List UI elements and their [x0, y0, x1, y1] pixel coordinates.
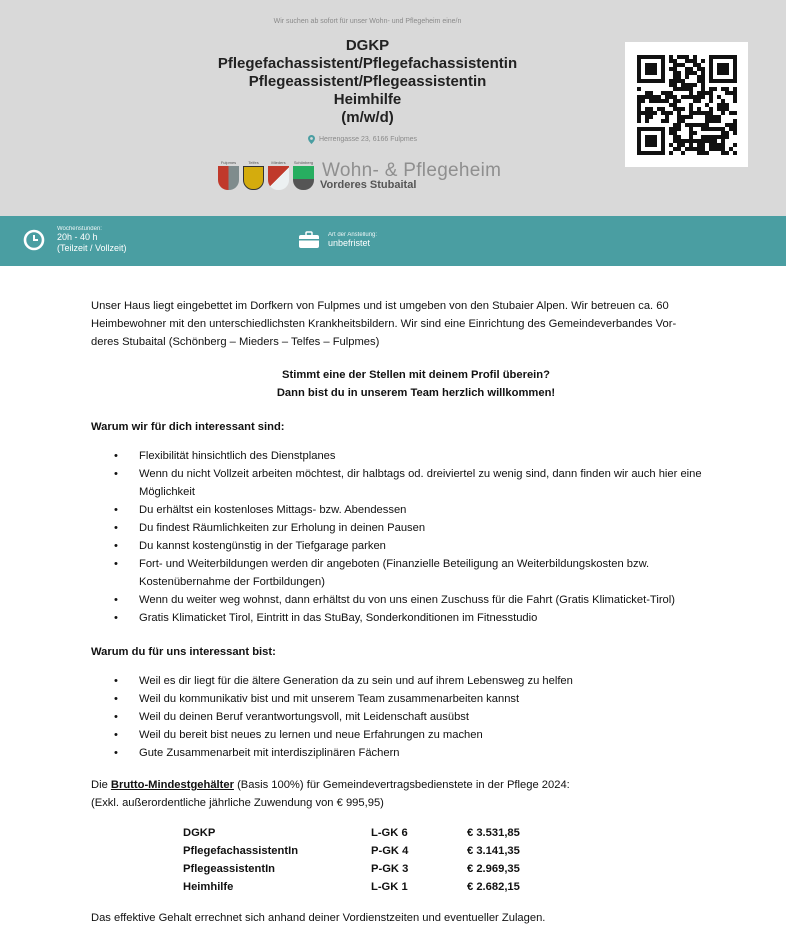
intro-paragraph-line: Unser Haus liegt eingebettet im Dorfkern von Fulpmes und ist umgeben von den Stubaier Alpen. Wir betreuen ca. 60 [91, 300, 669, 312]
coat-of-arms-schoenberg: Schönberg [293, 160, 314, 192]
briefcase-icon [298, 231, 320, 249]
list-item: • Weil du kommunikativ bist und mit unserem Team zusammenarbeiten kannst [91, 690, 741, 708]
qr-code-graphic [637, 55, 737, 155]
coat-of-arms-telfes: Telfes [243, 160, 264, 192]
list-item: • Weil du deinen Beruf verantwortungsvoll, mit Leidenschaft ausübst [91, 708, 741, 726]
list-item: • Wenn du nicht Vollzeit arbeiten möchtest, dir halbtags od. dreiviertel zu wenig sind, dann finden wir auch hier eine Möglichkeit [91, 465, 741, 501]
list-item: • Weil du bereit bist neues zu lernen und neue Erfahrungen zu machen [91, 726, 741, 744]
section-heading-benefits: Warum wir für dich interessant sind: [91, 421, 285, 433]
employment-type [328, 232, 377, 249]
table-row: PflegefachassistentIn P-GK 4 € 3.141,35 [183, 845, 520, 857]
salary-intro: Die Brutto-Mindestgehälter (Basis 100%) für Gemeindevertragsbedienstete in der Pflege 2024: [91, 779, 570, 791]
address [308, 135, 417, 144]
title-line: Pflegefachassistent/Pflegefachassistentin [217, 55, 518, 72]
brand-logo [322, 160, 501, 191]
list-item: • Wenn du weiter weg wohnst, dann erhältst du von uns einen Zuschuss für die Fahrt (Gratis Klimaticket-Tirol) [91, 591, 741, 609]
intro-paragraph-line: deres Stubaital (Schönberg – Mieders – Telfes – Fulpmes) [91, 336, 380, 348]
hours-label: Wochenstunden: [57, 226, 102, 232]
intro-text: Wir suchen ab sofort für unser Wohn- und Pflegeheim eine/n [273, 18, 462, 25]
address-text: Herrengasse 23, 6166 Fulpmes [319, 136, 418, 143]
hours-value: 20h - 40 h [57, 232, 98, 242]
requirements-list [91, 672, 741, 762]
hours-sub: (Teilzeit / Vollzeit) [57, 243, 127, 253]
type-label: Art der Anstellung: [328, 232, 378, 238]
type-value: unbefristet [328, 238, 371, 248]
title-line: Heimhilfe [333, 91, 402, 108]
table-row: Heimhilfe L-GK 1 € 2.682,15 [183, 881, 520, 893]
qr-code[interactable] [625, 42, 748, 167]
clock-icon [23, 229, 45, 251]
list-item: • Gratis Klimaticket Tirol, Eintritt in das StuBay, Sonderkonditionen im Fitnesstudio [91, 609, 741, 627]
working-hours [57, 226, 127, 254]
list-item: • Du erhältst ein kostenloses Mittags- bzw. Abendessen [91, 501, 741, 519]
map-pin-icon [308, 135, 315, 144]
section-heading-requirements: Warum du für uns interessant bist: [91, 646, 276, 658]
brand-name: Wohn- & Pflegeheim [322, 160, 502, 181]
title-line: DGKP [345, 37, 390, 54]
list-item: • Du kannst kostengünstig in der Tiefgarage parken [91, 537, 741, 555]
job-description [91, 297, 741, 927]
callout: Stimmt eine der Stellen mit deinem Profil überein? Dann bist du in unserem Team herzlich willkommen! [276, 369, 556, 399]
title-line: (m/w/d) [341, 109, 394, 126]
table-row: PflegeassistentIn P-GK 3 € 2.969,35 [183, 863, 520, 875]
salary-note: (Exkl. außerordentliche jährliche Zuwendung von € 995,95) [91, 797, 384, 809]
benefits-list [91, 447, 741, 627]
list-item: • Gute Zusammenarbeit mit interdisziplinären Fächern [91, 744, 741, 762]
job-titles [160, 37, 575, 127]
intro-paragraph-line: Heimbewohner mit den unterschiedlichsten Krankheitsbildern. Wir sind eine Einrichtung des Gemeindeverbandes Vor- [91, 318, 677, 330]
closing-note: Das effektive Gehalt errechnet sich anhand deiner Vordienstzeiten und eventueller Zulagen. [91, 912, 546, 924]
table-row: DGKP L-GK 6 € 3.531,85 [183, 827, 520, 839]
header-banner [0, 0, 786, 216]
list-item: • Weil es dir liegt für die ältere Generation da zu sein und auf ihrem Lebensweg zu helfen [91, 672, 741, 690]
coat-of-arms-mieders: Mieders [268, 160, 289, 192]
coat-of-arms-fulpmes: Fulpmes [218, 160, 239, 192]
title-line: Pflegeassistent/Pflegeassistentin [248, 73, 487, 90]
municipality-logos [218, 160, 314, 192]
list-item: • Fort- und Weiterbildungen werden dir angeboten (Finanzielle Beteiligung an Weiterbildungskosten bzw. Kostenübernahme der Fortbildungen) [91, 555, 741, 591]
brand-subtitle: Vorderes Stubaital [320, 179, 417, 191]
salary-table [183, 824, 547, 896]
list-item: • Flexibilität hinsichtlich des Dienstplanes [91, 447, 741, 465]
list-item: • Du findest Räumlichkeiten zur Erholung in deinen Pausen [91, 519, 741, 537]
